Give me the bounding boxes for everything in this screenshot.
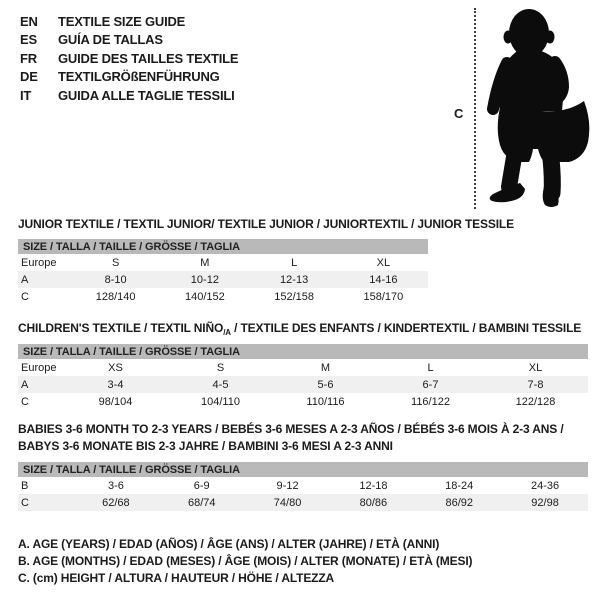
row-label: B — [21, 479, 29, 492]
table-cell: 12-18 — [359, 479, 388, 492]
table-row — [18, 477, 588, 494]
column-header: XS — [108, 361, 123, 374]
table-cell: 9-12 — [276, 479, 299, 492]
table-cell: 18-24 — [445, 479, 474, 492]
language-code: FR — [20, 50, 37, 66]
children-title-text: / TEXTILE DES ENFANTS / KINDERTEXTIL / BAMBINI TESSILE — [230, 321, 582, 335]
region-label: Europe — [21, 361, 57, 374]
children-size-table — [18, 344, 588, 410]
babies-section-title — [18, 421, 564, 454]
language-title: TEXTILE SIZE GUIDE — [58, 13, 186, 29]
row-label: C — [21, 290, 29, 303]
babies-title-line1: BABIES 3-6 MONTH TO 2-3 YEARS / BEBÉS 3-6 MESES A 2-3 AÑOS / BÉBÉS 3-6 MOIS À 2-3 ANS / — [18, 422, 564, 436]
table-cell: 12-13 — [280, 273, 309, 286]
column-header: L — [291, 256, 298, 269]
language-title: GUIDA ALLE TAGLIE TESSILI — [58, 87, 235, 103]
language-row — [20, 49, 238, 68]
children-section-title — [18, 321, 581, 337]
table-cell: 86/92 — [445, 496, 473, 509]
children-title-subscript: /A — [223, 328, 231, 337]
language-title: GUÍA DE TALLAS — [58, 32, 163, 48]
table-cell: 158/170 — [363, 290, 404, 303]
table-cell: 7-8 — [527, 378, 544, 391]
table-cell: 74/80 — [273, 496, 302, 509]
language-row — [20, 12, 238, 31]
table-cell: 122/128 — [515, 395, 556, 408]
table-cell: 128/140 — [95, 290, 136, 303]
language-title: TEXTILGRÖßENFÜHRUNG — [58, 69, 220, 85]
column-header: M — [320, 361, 331, 374]
table-cell: 14-16 — [369, 273, 398, 286]
table-cell: 92/98 — [531, 496, 559, 509]
table-cell: 6-7 — [422, 378, 439, 391]
toddler-silhouette-icon — [487, 5, 599, 210]
babies-size-table — [18, 462, 588, 511]
language-list — [20, 12, 238, 105]
table-cell: 3-4 — [107, 378, 124, 391]
table-cell: 80/86 — [359, 496, 388, 509]
column-header: M — [200, 256, 210, 269]
row-label: C — [21, 395, 29, 408]
legend — [18, 536, 472, 587]
language-code: EN — [20, 13, 38, 29]
table-row — [18, 271, 428, 288]
language-row — [20, 68, 238, 87]
size-header-bar: SIZE / TALLA / TAILLE / GRÖSSE / TAGLIA — [18, 462, 588, 477]
column-header: S — [111, 256, 120, 269]
babies-title-line2: BABYS 3-6 MONATE BIS 2-3 JAHRE / BAMBINI 3-6 MESI A 2-3 ANNI — [18, 438, 393, 453]
language-code: DE — [20, 69, 38, 85]
column-header: XL — [376, 256, 391, 269]
table-cell: 104/110 — [201, 395, 240, 408]
size-header-bar: SIZE / TALLA / TAILLE / GRÖSSE / TAGLIA — [18, 239, 428, 254]
junior-section-title: JUNIOR TEXTILE / TEXTIL JUNIOR/ TEXTILE JUNIOR / JUNIORTEXTIL / JUNIOR TESSILE — [18, 217, 514, 231]
column-header-row — [18, 359, 588, 376]
table-cell: 116/122 — [411, 395, 450, 408]
table-cell: 10-12 — [190, 273, 219, 286]
legend-item-b: B. AGE (MONTHS) / EDAD (MESES) / ÂGE (MOIS) / ALTER (MONATE) / ETÀ (MESI) — [18, 554, 473, 568]
table-row — [18, 393, 588, 410]
table-cell: 4-5 — [212, 378, 229, 391]
legend-item-a: A. AGE (YEARS) / EDAD (AÑOS) / ÂGE (ANS) / ALTER (JAHRE) / ETÀ (ANNI) — [18, 537, 440, 551]
language-code: IT — [20, 87, 32, 103]
table-cell: 140/152 — [184, 290, 225, 303]
table-row — [18, 288, 428, 305]
column-header: S — [216, 361, 225, 374]
table-cell: 110/116 — [306, 395, 345, 408]
column-header: XL — [528, 361, 543, 374]
table-cell: 24-36 — [530, 479, 560, 492]
column-header: L — [427, 361, 434, 374]
table-cell: 62/68 — [102, 496, 130, 509]
language-row — [20, 31, 238, 50]
language-row — [20, 86, 238, 105]
column-header-row — [18, 254, 428, 271]
table-cell: 3-6 — [107, 479, 124, 492]
height-measure-label: C — [454, 106, 464, 121]
size-header-bar: SIZE / TALLA / TAILLE / GRÖSSE / TAGLIA — [18, 344, 588, 359]
table-row — [18, 494, 588, 511]
table-cell: 8-10 — [104, 273, 127, 286]
table-cell: 98/104 — [98, 395, 133, 408]
junior-size-table — [18, 239, 428, 305]
table-cell: 152/158 — [274, 290, 314, 303]
table-cell: 5-6 — [317, 378, 334, 391]
language-code: ES — [20, 32, 37, 48]
table-cell: 6-9 — [193, 479, 210, 492]
language-title: GUIDE DES TAILLES TEXTILE — [58, 50, 239, 66]
region-label: Europe — [21, 256, 57, 269]
row-label: A — [21, 273, 29, 286]
children-title-text: CHILDREN'S TEXTILE / TEXTIL NIÑO — [18, 321, 224, 335]
table-row — [18, 376, 588, 393]
legend-item-c: C. (cm) HEIGHT / ALTURA / HAUTEUR / HÖHE / ALTEZZA — [18, 571, 335, 585]
table-cell: 68/74 — [187, 496, 216, 509]
row-label: C — [21, 496, 29, 509]
height-measure-dotted-line — [474, 8, 476, 209]
row-label: A — [21, 378, 29, 391]
